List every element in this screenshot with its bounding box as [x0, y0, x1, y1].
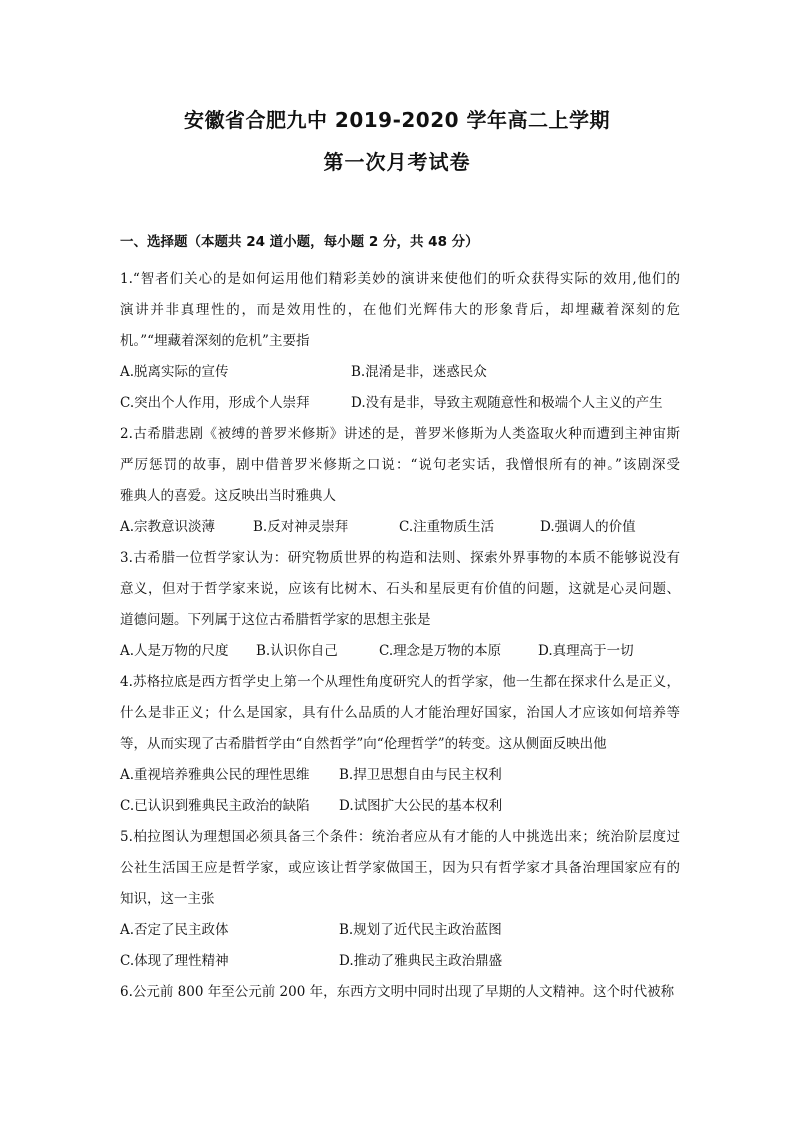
- section-heading: 一、选择题（本题共 24 道小题，每小题 2 分，共 48 分）: [120, 234, 479, 250]
- question-stem-line: 3.古希腊一位哲学家认为：研究物质世界的构造和法则、探索外界事物的本质不能够说没有: [120, 550, 680, 566]
- answer-option[interactable]: A.人是万物的尺度: [120, 643, 229, 659]
- question-5: [120, 822, 680, 977]
- question-2: [120, 419, 680, 543]
- answer-option[interactable]: C.注重物质生活: [399, 519, 495, 535]
- answer-option[interactable]: A.脱离实际的宣传: [120, 364, 229, 380]
- option-row: [120, 512, 680, 543]
- question-3: [120, 543, 680, 667]
- question-stem-line: 机。”“埋藏着深刻的危机”主要指: [120, 333, 310, 349]
- answer-option[interactable]: B.规划了近代民主政治蓝图: [339, 922, 502, 938]
- option-row: [120, 388, 680, 419]
- exam-title-school: 安徽省合肥九中 2019-2020 学年高二上学期: [183, 108, 611, 132]
- question-stem-line: 公社生活国王应是哲学家，或应该让哲学家做国王，因为只有哲学家才具备治理国家应有的: [120, 860, 680, 876]
- option-row: [120, 791, 680, 822]
- answer-option[interactable]: A.否定了民主政体: [120, 922, 229, 938]
- answer-option[interactable]: A.宗教意识淡薄: [120, 519, 216, 535]
- question-stem-line: 知识，这一主张: [120, 891, 215, 907]
- answer-option[interactable]: B.认识你自己: [256, 643, 338, 659]
- answer-option[interactable]: D.强调人的价值: [540, 519, 636, 535]
- answer-option[interactable]: C.已认识到雅典民主政治的缺陷: [120, 798, 310, 814]
- answer-option[interactable]: A.重视培养雅典公民的理性思维: [120, 767, 310, 783]
- answer-option[interactable]: D.试图扩大公民的基本权利: [339, 798, 503, 814]
- answer-option[interactable]: C.理念是万物的本原: [379, 643, 502, 659]
- answer-option[interactable]: B.混淆是非，迷惑民众: [351, 364, 487, 380]
- question-stem-line: 演讲并非真理性的，而是效用性的，在他们光辉伟大的形象背后，却埋藏着深刻的危: [120, 302, 680, 318]
- question-stem-line: 雅典人的喜爱。这反映出当时雅典人: [120, 488, 336, 504]
- question-list: [120, 264, 680, 1008]
- question-stem-line: 1.“智者们关心的是如何运用他们精彩美妙的演讲来使他们的听众获得实际的效用,他们的: [120, 271, 680, 287]
- question-1: [120, 264, 680, 419]
- answer-option[interactable]: C.突出个人作用，形成个人崇拜: [120, 395, 310, 411]
- question-stem-line: 等，从而实现了古希腊哲学由“自然哲学”向“伦理哲学”的转变。这从侧面反映出他: [120, 736, 607, 752]
- question-4: [120, 667, 680, 822]
- answer-option[interactable]: D.没有是非，导致主观随意性和极端个人主义的产生: [351, 395, 663, 411]
- question-stem-line: 道德问题。下列属于这位古希腊哲学家的思想主张是: [120, 612, 431, 628]
- answer-option[interactable]: D.推动了雅典民主政治鼎盛: [339, 953, 503, 969]
- question-6: [120, 977, 680, 1008]
- answer-option[interactable]: B.捍卫思想自由与民主权利: [339, 767, 502, 783]
- option-row: [120, 636, 680, 667]
- question-stem-line: 什么是非正义；什么是国家，具有什么品质的人才能治理好国家，治国人才应该如何培养等: [120, 705, 680, 721]
- answer-option[interactable]: C.体现了理性精神: [120, 953, 229, 969]
- answer-option[interactable]: D.真理高于一切: [538, 643, 634, 659]
- question-stem-line: 5.柏拉图认为理想国必须具备三个条件：统治者应从有才能的人中挑选出来；统治阶层度过: [120, 829, 680, 845]
- option-row: [120, 357, 680, 388]
- option-row: [120, 760, 680, 791]
- question-stem-line: 2.古希腊悲剧《被缚的普罗米修斯》讲述的是，普罗米修斯为人类盗取火种而遭到主神宙斯: [120, 426, 680, 442]
- question-stem-line: 6.公元前 800 年至公元前 200 年，东西方文明中同时出现了早期的人文精神。这个时代被称: [120, 984, 675, 1000]
- question-stem-line: 4.苏格拉底是西方哲学史上第一个从理性角度研究人的哲学家，他一生都在探求什么是正义，: [120, 674, 680, 690]
- question-stem-line: 严厉惩罚的故事，剧中借普罗米修斯之口说：“说句老实话，我憎恨所有的神。”该剧深受: [120, 457, 680, 473]
- answer-option[interactable]: B.反对神灵崇拜: [253, 519, 349, 535]
- question-stem-line: 意义，但对于哲学家来说，应该有比树木、石头和星辰更有价值的问题，这就是心灵问题、: [120, 581, 680, 597]
- option-row: [120, 946, 680, 977]
- option-row: [120, 915, 680, 946]
- exam-title-test: 第一次月考试卷: [323, 150, 471, 174]
